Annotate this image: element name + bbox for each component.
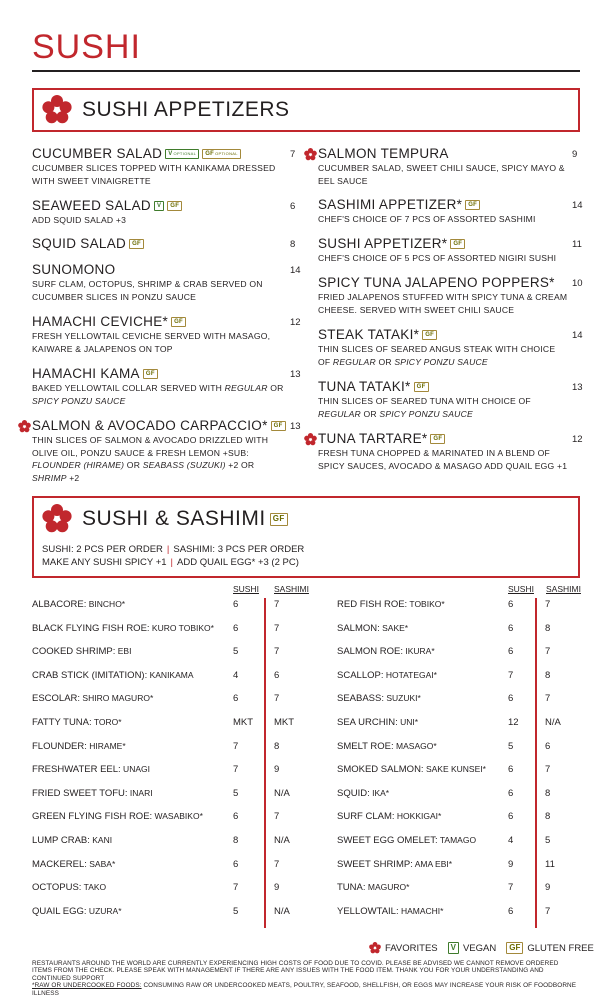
fish-name: FRIED SWEET TOFU: <box>32 787 128 799</box>
favorite-flower-icon <box>18 420 31 433</box>
gf-badge: GF OPTIONAL <box>202 149 241 159</box>
sushi-row <box>337 717 418 728</box>
sushi-price: 5 <box>233 646 239 658</box>
japanese-name: HIRAME* <box>86 740 126 751</box>
raw-warning: CONSUMING RAW OR UNDERCOOKED MEATS, POULTRY, SEAFOOD, SHELLFISH, OR EGGS MAY INCREASE YOUR RISK OF FOODBORNE ILLNESS <box>32 982 577 997</box>
item-name: TUNA TATAKI* <box>318 379 411 394</box>
sashimi-price: 6 <box>274 669 280 681</box>
item-description: FRESH TUNA CHOPPED & MARINATED IN A BLEND OF SPICY SAUCES, AVOCADO & MASAGO ADD QUAIL EGG +1 <box>318 448 568 471</box>
sakura-flower-icon <box>42 504 72 534</box>
order-info-line-2 <box>42 557 299 568</box>
sushi-row <box>32 788 153 799</box>
sushi-price: 7 <box>233 740 239 752</box>
fish-name: ESCOLAR: <box>32 693 81 705</box>
item-price: 10 <box>572 278 583 289</box>
sushi-price: 6 <box>508 622 514 634</box>
sushi-row <box>337 764 486 775</box>
sushi-row <box>337 835 476 846</box>
col-sushi-left: SUSHI <box>233 584 259 594</box>
item-name: SASHIMI APPETIZER* <box>318 197 463 212</box>
col-sashimi-right: SASHIMI <box>546 584 581 594</box>
item-name: STEAK TATAKI* <box>318 327 420 342</box>
footer-notice <box>32 960 580 997</box>
sushi-sashimi-header <box>32 496 580 578</box>
red-flower-icon <box>369 942 381 954</box>
item-name-row <box>318 197 568 212</box>
fish-name: RED FISH ROE: <box>337 599 408 610</box>
order-info-line-1 <box>42 544 304 555</box>
sushi-row <box>32 670 194 681</box>
item-price: 12 <box>290 317 301 328</box>
menu-item <box>32 262 286 303</box>
japanese-name: TAKO <box>81 882 107 893</box>
item-description: SURF CLAM, OCTOPUS, SHRIMP & CRAB SERVED ON CUCUMBER SLICES IN PONZU SAUCE <box>32 279 263 302</box>
fish-name: MACKEREL: <box>32 858 87 870</box>
vegan-badge: V OPTIONAL <box>165 149 199 159</box>
gf-badge: GF <box>271 421 286 431</box>
fish-name: FRESHWATER EEL: <box>32 764 121 776</box>
item-price: 13 <box>290 421 301 432</box>
legend-favorites: FAVORITES <box>385 942 438 954</box>
sushi-price: 12 <box>508 717 519 728</box>
legend-gluten-free: GLUTEN FREE <box>527 942 594 954</box>
divider-left <box>264 598 266 928</box>
sashimi-price: 7 <box>545 693 551 705</box>
item-name-row <box>32 198 286 213</box>
japanese-name: MASAGO* <box>393 740 437 751</box>
gf-badge: GF <box>171 317 186 327</box>
sashimi-price: 5 <box>545 835 551 846</box>
sushi-price: 7 <box>508 882 514 894</box>
sushi-price: 6 <box>233 858 239 870</box>
menu-item <box>318 327 568 368</box>
sushi-price: 7 <box>233 882 239 894</box>
japanese-name: SAKE* <box>379 622 409 633</box>
sushi-price: 6 <box>233 622 239 634</box>
fish-name: GREEN FLYING FISH ROE: <box>32 811 153 823</box>
item-price: 11 <box>572 239 582 250</box>
menu-item <box>318 275 568 316</box>
japanese-name: HOKKIGAI* <box>394 811 442 822</box>
japanese-name: HAMACHI* <box>398 905 444 916</box>
item-name-row <box>318 379 568 394</box>
japanese-name: SABA* <box>86 858 116 869</box>
menu-item <box>32 314 286 355</box>
item-description: CUCUMBER SLICES TOPPED WITH KANIKAMA DRESSED WITH SWEET VINAIGRETTE <box>32 163 276 186</box>
item-price: 8 <box>290 239 296 250</box>
sashimi-price: 8 <box>545 622 551 634</box>
sushi-price: 7 <box>508 669 514 681</box>
title-divider <box>32 70 580 72</box>
appetizers-header <box>32 88 580 132</box>
menu-item <box>32 198 286 227</box>
sashimi-price: 7 <box>274 622 280 634</box>
divider-right <box>535 598 537 928</box>
sushi-price: 6 <box>508 764 514 776</box>
item-name: SEAWEED SALAD <box>32 198 151 213</box>
item-name: SALMON & AVOCADO CARPACCIO* <box>32 418 268 433</box>
sashimi-price: 9 <box>274 882 280 894</box>
legend-vegan: VEGAN <box>462 942 497 954</box>
item-name-row <box>32 146 286 161</box>
item-description: FRIED JALAPENOS STUFFED WITH SPICY TUNA & CREAM CHEESE. SERVED WITH SWEET CHILI SAUCE <box>318 292 568 315</box>
sashimi-price: 7 <box>545 764 551 776</box>
covid-notice: RESTAURANTS AROUND THE WORLD ARE CURRENTLY EXPERIENCING HIGH COSTS OF FOOD DUE TO COVID. PLEASE BE ADVISED WE CANNOT REMOVE ORDERED ITEMS FROM THE CHECK. PLEASE SPEAK WITH MANAGEMENT IF THERE ARE ANY ISSUES WITH THE FOOD ITEM. THANK YOU FOR YOUR UNDERSTANDING AND CONTINUED SUPPORT <box>32 960 559 982</box>
item-name-row <box>32 236 286 251</box>
sashimi-price: 7 <box>274 693 280 705</box>
menu-item <box>318 146 568 187</box>
sushi-row <box>337 646 435 657</box>
fish-name: SWEET EGG OMELET: <box>337 835 438 846</box>
item-description: THIN SLICES OF SALMON & AVOCADO DRIZZLED WITH OLIVE OIL, PONZU SAUCE & FRESH LEMON +SUB: FLOUNDER (HIRAME) OR SEABASS (SUZUKI) +2 OR SHRIMP +2 <box>32 435 269 483</box>
menu-item <box>318 236 568 265</box>
sashimi-pcs-info: SASHIMI: 3 PCS PER ORDER <box>173 544 305 555</box>
sashimi-price: 6 <box>545 740 551 752</box>
item-price: 6 <box>290 201 296 212</box>
sushi-row <box>32 693 153 704</box>
sushi-price: 6 <box>233 599 239 610</box>
sashimi-price: 7 <box>274 599 280 610</box>
item-name: SALMON TEMPURA <box>318 146 449 161</box>
item-description: CHEF'S CHOICE OF 7 PCS OF ASSORTED SASHIMI <box>318 214 536 224</box>
fish-name: LUMP CRAB: <box>32 835 90 846</box>
sashimi-price: 7 <box>545 905 551 917</box>
japanese-name: KANIKAMA <box>147 669 194 680</box>
sushi-price: 9 <box>508 858 514 870</box>
japanese-name: IKURA* <box>403 646 435 657</box>
sushi-price: 6 <box>233 693 239 705</box>
menu-item <box>318 431 568 472</box>
svg-text:*: * <box>54 516 60 526</box>
col-sashimi-left: SASHIMI <box>274 584 309 594</box>
sushi-row <box>32 835 112 846</box>
sushi-row <box>32 906 122 917</box>
sushi-row <box>337 788 389 799</box>
sushi-row <box>337 670 437 681</box>
sushi-price: 4 <box>233 669 239 681</box>
sushi-row <box>32 599 125 610</box>
item-description: FRESH YELLOWTAIL CEVICHE SERVED WITH MASAGO, KAIWARE & JALAPENOS ON TOP <box>32 331 271 354</box>
sushi-price: 6 <box>508 599 514 610</box>
favorite-flower-icon <box>304 433 317 446</box>
japanese-name: TORO* <box>91 717 122 727</box>
fish-name: SALMON: <box>337 622 380 634</box>
sashimi-price: 7 <box>274 646 280 658</box>
fish-name: QUAIL EGG: <box>32 905 87 917</box>
gf-badge: GF <box>129 239 144 249</box>
fish-name: ALBACORE: <box>32 599 87 610</box>
fish-name: SURF CLAM: <box>337 811 395 823</box>
sushi-row <box>337 859 452 870</box>
separator: | <box>166 544 170 555</box>
japanese-name: KANI <box>89 835 113 845</box>
sushi-row <box>337 599 445 610</box>
menu-item <box>32 236 286 251</box>
legend <box>369 942 594 954</box>
sashimi-price: 11 <box>545 858 555 870</box>
item-name-row <box>32 366 286 381</box>
fish-name: SEA URCHIN: <box>337 717 398 728</box>
sushi-row <box>337 741 437 752</box>
sushi-price: 6 <box>233 811 239 823</box>
japanese-name: HOTATEGAI* <box>383 669 437 680</box>
japanese-name: TOBIKO* <box>407 599 445 609</box>
gf-badge: GF <box>450 239 465 249</box>
item-price: 13 <box>572 382 583 393</box>
japanese-name: SHIRO MAGURO* <box>80 693 154 704</box>
sushi-row <box>32 623 214 634</box>
sushi-row <box>32 717 122 728</box>
sushi-row <box>32 741 126 752</box>
sashimi-price: 9 <box>274 764 280 776</box>
page-title: SUSHI <box>32 28 141 66</box>
sashimi-price: 8 <box>545 811 551 823</box>
sushi-row <box>337 906 443 917</box>
gf-badge: GF <box>465 200 480 210</box>
japanese-name: KURO TOBIKO* <box>149 622 214 633</box>
item-description: CHEF'S CHOICE OF 5 PCS OF ASSORTED NIGIRI SUSHI <box>318 253 557 263</box>
separator: | <box>170 557 173 568</box>
sashimi-price: 7 <box>274 858 280 870</box>
fish-name: YELLOWTAIL: <box>337 905 399 917</box>
sushi-row <box>32 811 203 822</box>
fish-name: BLACK FLYING FISH ROE: <box>32 622 150 634</box>
sushi-price: 5 <box>508 740 514 752</box>
item-name-row <box>32 262 286 277</box>
sushi-price: MKT <box>233 717 254 728</box>
sushi-price: 6 <box>508 646 514 658</box>
sushi-price: 6 <box>508 787 514 799</box>
fish-name: SWEET SHRIMP: <box>337 858 413 870</box>
sashimi-price: 8 <box>545 787 551 799</box>
fish-name: FATTY TUNA: <box>32 717 92 728</box>
japanese-name: SUZUKI* <box>384 693 421 704</box>
sushi-price: 7 <box>233 764 239 776</box>
vegan-badge: V <box>448 942 459 954</box>
fish-name: FLOUNDER: <box>32 740 87 752</box>
item-name: TUNA TARTARE* <box>318 431 428 446</box>
item-name-row <box>32 314 286 329</box>
sashimi-price: N/A <box>274 835 290 846</box>
sushi-row <box>32 646 131 657</box>
fish-name: SQUID: <box>337 787 370 799</box>
item-price: 7 <box>290 149 296 160</box>
item-name: SUNOMONO <box>32 262 116 277</box>
menu-item <box>318 197 568 226</box>
gf-badge: GF <box>414 382 429 392</box>
item-name-row <box>318 275 568 290</box>
item-description: BAKED YELLOWTAIL COLLAR SERVED WITH REGULAR OR SPICY PONZU SAUCE <box>32 383 284 406</box>
sakura-flower-icon <box>42 95 72 125</box>
vegan-badge: V <box>154 201 164 211</box>
sushi-price: 8 <box>233 835 239 846</box>
gf-badge: GF <box>143 369 158 379</box>
sashimi-price: 7 <box>545 646 551 658</box>
item-price: 14 <box>572 200 583 211</box>
japanese-name: BINCHO* <box>86 599 126 609</box>
sushi-pcs-info: SUSHI: 2 PCS PER ORDER <box>42 544 163 555</box>
sashimi-price: N/A <box>545 717 561 728</box>
japanese-name: EBI <box>115 646 132 657</box>
quail-egg-option: ADD QUAIL EGG* +3 (2 PC) <box>177 557 299 568</box>
sushi-price: 6 <box>508 811 514 823</box>
item-name: HAMACHI CEVICHE* <box>32 314 169 329</box>
favorite-flower-icon <box>304 148 317 161</box>
japanese-name: MAGURO* <box>365 882 410 893</box>
item-price: 13 <box>290 369 301 380</box>
menu-item <box>32 366 286 407</box>
menu-item <box>318 379 568 420</box>
fish-name: COOKED SHRIMP: <box>32 646 116 658</box>
japanese-name: UNAGI <box>120 764 150 775</box>
gf-badge: GF <box>506 942 523 954</box>
sushi-price: 6 <box>508 693 514 705</box>
fish-name: SMELT ROE: <box>337 740 394 752</box>
sashimi-price: N/A <box>274 905 290 917</box>
sushi-row <box>337 882 409 893</box>
japanese-name: WASABIKO* <box>152 811 203 822</box>
item-price: 14 <box>290 265 301 276</box>
svg-text:*: * <box>54 107 60 117</box>
sushi-price: 5 <box>233 787 239 799</box>
fish-name: SALMON ROE: <box>337 646 403 658</box>
japanese-name: UZURA* <box>86 905 122 916</box>
fish-name: TUNA: <box>337 882 366 894</box>
spicy-option: MAKE ANY SUSHI SPICY +1 <box>42 557 167 568</box>
sushi-row <box>337 623 408 634</box>
item-name-row <box>318 431 568 446</box>
item-price: 9 <box>572 149 578 160</box>
item-description: ADD SQUID SALAD +3 <box>32 215 127 225</box>
sashimi-price: 8 <box>274 740 280 752</box>
japanese-name: INARI <box>127 787 153 798</box>
sashimi-price: 7 <box>274 811 280 823</box>
sashimi-price: 8 <box>545 669 551 681</box>
sushi-row <box>32 764 150 775</box>
japanese-name: SAKE KUNSEI* <box>423 764 486 775</box>
sushi-sashimi-heading <box>82 507 288 531</box>
japanese-name: UNI* <box>397 717 419 727</box>
item-name: SQUID SALAD <box>32 236 127 251</box>
item-price: 14 <box>572 330 583 341</box>
sashimi-price: MKT <box>274 717 295 728</box>
sashimi-price: 7 <box>545 599 551 610</box>
item-description: THIN SLICES OF SEARED ANGUS STEAK WITH CHOICE OF REGULAR OR SPICY PONZU SAUCE <box>318 344 556 367</box>
raw-label: *RAW OR UNDERCOOKED FOODS: <box>32 982 142 990</box>
item-name: SUSHI APPETIZER* <box>318 236 448 251</box>
sushi-row <box>337 693 421 704</box>
fish-name: CRAB STICK (IMITATION): <box>32 669 148 681</box>
sashimi-price: 9 <box>545 882 551 894</box>
fish-name: SMOKED SALMON: <box>337 764 424 776</box>
item-name: HAMACHI KAMA <box>32 366 140 381</box>
japanese-name: AMA EBI* <box>412 858 453 869</box>
sushi-price: 5 <box>233 905 239 917</box>
item-name: SPICY TUNA JALAPENO POPPERS* <box>318 275 555 290</box>
item-description: CUCUMBER SALAD, SWEET CHILI SAUCE, SPICY MAYO & EEL SAUCE <box>318 163 565 186</box>
gf-badge: GF <box>422 330 437 340</box>
sushi-row <box>337 811 441 822</box>
item-name-row <box>318 327 568 342</box>
sushi-price: 6 <box>508 905 514 917</box>
fish-name: OCTOPUS: <box>32 882 82 894</box>
item-name-row <box>318 146 568 161</box>
gf-badge: GF <box>167 201 182 211</box>
item-description: THIN SLICES OF SEARED TUNA WITH CHOICE OF REGULAR OR SPICY PONZU SAUCE <box>318 396 531 419</box>
fish-name: SEABASS: <box>337 693 384 705</box>
appetizers-heading: SUSHI APPETIZERS <box>82 98 290 121</box>
item-name-row <box>32 418 286 433</box>
gf-badge: GF <box>270 513 288 526</box>
japanese-name: IKA* <box>369 787 390 798</box>
sushi-sashimi-title: SUSHI & SASHIMI <box>82 507 266 530</box>
menu-item <box>32 418 286 484</box>
item-name: CUCUMBER SALAD <box>32 146 163 161</box>
sushi-row <box>32 859 115 870</box>
sushi-price: 4 <box>508 835 514 846</box>
gf-badge: GF <box>430 434 445 444</box>
sushi-row <box>32 882 106 893</box>
col-sushi-right: SUSHI <box>508 584 534 594</box>
sashimi-price: N/A <box>274 787 290 799</box>
item-name-row <box>318 236 568 251</box>
menu-item <box>32 146 286 187</box>
japanese-name: TAMAGO <box>437 835 477 845</box>
fish-name: SCALLOP: <box>337 669 384 681</box>
item-price: 12 <box>572 434 583 445</box>
